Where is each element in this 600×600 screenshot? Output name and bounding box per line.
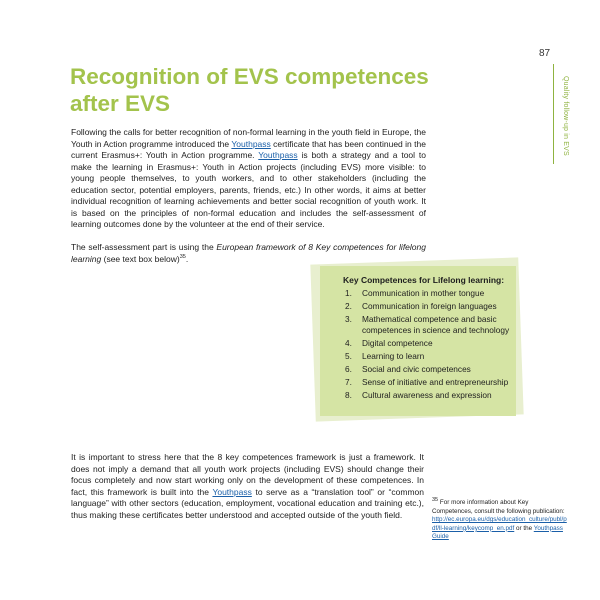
list-item-text: Communication in foreign languages [362,301,497,311]
framework-text-1: It is important to stress here that the 8 key competences framework is just a framework. It does not imply a demand that all youth work projects (including EVS) should change their focus completely and now start working only on the development of these competences. In fact, this framework is built into the [71,452,424,497]
intro-text-1: Following the calls for better recognition of non-formal learning in the youth field in Europe, the Youth in Action programme introduced the [71,127,426,149]
list-item-text: Communication in mother tongue [362,288,485,298]
list-item-text: Mathematical competence and basic competences in science and technology [362,314,510,335]
framework-paragraph [71,452,424,521]
youthpass-link-3[interactable]: Youthpass [212,486,252,497]
keycomp-publication-link[interactable]: http://ec.europa.eu/dgs/education_culture/publ/pdf/ll-learning/keycomp_en.pdf [432,516,567,532]
footnote-text-1: For more information about Key Competences, consult the following publication: [432,499,565,515]
list-item-number: 8. [345,389,352,400]
footnote-number: 35 [432,496,439,503]
youthpass-guide-link[interactable]: Youthpass Guide [432,524,563,541]
list-item-number: 3. [345,314,352,324]
list-item-number: 5. [345,350,352,361]
title-line-1: Recognition of EVS competences [70,64,429,89]
list-item-number: 2. [345,301,352,311]
list-item [343,314,515,335]
list-item-number: 1. [345,288,352,298]
footnote-text-2: or the [514,524,534,532]
side-divider-line [553,64,554,164]
key-competences-content [343,275,515,403]
list-item [343,364,515,375]
framework-name: European framework of 8 Key competences for lifelong learning [71,242,426,264]
list-item-number: 7. [345,376,352,387]
list-item [343,338,515,349]
intro-text-2: certificate that has been continued in the current Erasmus+: Youth in Action programme. [71,138,426,160]
list-item-text: Cultural awareness and expression [362,389,492,400]
title-line-2: after EVS [70,91,171,116]
framework-text-2: to serve as a “translation tool” or “common language” with other sectors (education, employment, vocational education and training etc.), thus making these certificates better understood and accepted outside of the youth field. [71,486,424,520]
key-competences-list [343,288,515,400]
self-assessment-text-3: . [185,253,189,264]
list-item [343,301,515,312]
side-section-label: Quality follow-up in EVS [562,76,569,156]
list-item [343,288,515,299]
self-assessment-text-2: (see text box below) [101,253,180,264]
page-number: 87 [539,48,551,59]
footnote [432,496,567,542]
page-title [70,63,450,117]
key-competences-title: Key Competences for Lifelong learning: [343,275,505,285]
list-item-text: Social and civic competences [362,363,471,374]
intro-text-3: is both a strategy and a tool to make the learning in Erasmus+: Youth in Action projects (including EVS) more visible: to young people themselves, to youth workers, and to other stakeholders (including the education sector, potential employers, parents, friends, etc.) In other words, it aims at better individual recognition of learning achievements and better social recognition of youth work. It is based on the principles of non-formal education and includes the self-assessment of learning outcomes done by the volunteer at the end of their service. [71,150,427,229]
list-item [343,377,515,388]
list-item-text: Sense of initiative and entrepreneurship [362,376,509,387]
footnote-reference: 35 [179,253,186,260]
list-item [343,351,515,362]
list-item [343,390,515,401]
youthpass-link-2[interactable]: Youthpass [258,150,298,160]
list-item-text: Learning to learn [362,350,425,361]
list-item-number: 6. [345,363,352,374]
youthpass-link-1[interactable]: Youthpass [231,138,271,149]
list-item-number: 4. [345,337,352,348]
self-assessment-text-1: The self-assessment part is using the [71,242,217,252]
list-item-text: Digital competence [362,337,433,348]
intro-paragraph [71,127,426,231]
